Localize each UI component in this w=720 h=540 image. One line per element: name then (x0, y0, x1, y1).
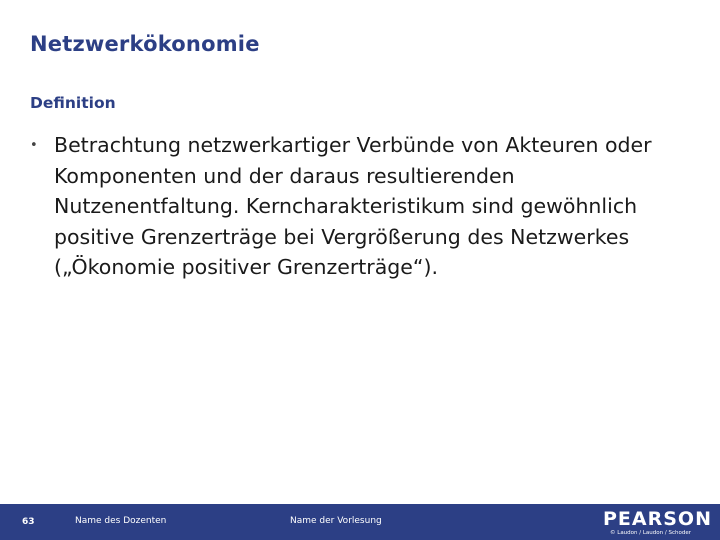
course-name: Name der Vorlesung (290, 516, 382, 526)
copyright-notice: © Laudon / Laudon / Schoder (610, 530, 691, 536)
bullet-text: Betrachtung netzwerkartiger Verbünde von Akteuren oder Komponenten und der daraus resultierenden Nutzenentfaltung. Kerncharakteristikum sind gewöhnlich positive Grenzerträge bei Vergrößerung des Netzwerkes („Ökonomie positiver Grenzerträge“). (54, 133, 652, 280)
bullet-marker: • (30, 138, 38, 153)
bullet-list (29, 130, 669, 283)
slide-subtitle: Definition (30, 94, 116, 112)
bullet-item (29, 130, 669, 283)
slide-title: Netzwerkökonomie (30, 32, 260, 56)
pearson-logo: PEARSON (603, 508, 712, 530)
page-number: 63 (22, 517, 35, 527)
footer-bar (0, 504, 720, 540)
lecturer-name: Name des Dozenten (75, 516, 167, 526)
